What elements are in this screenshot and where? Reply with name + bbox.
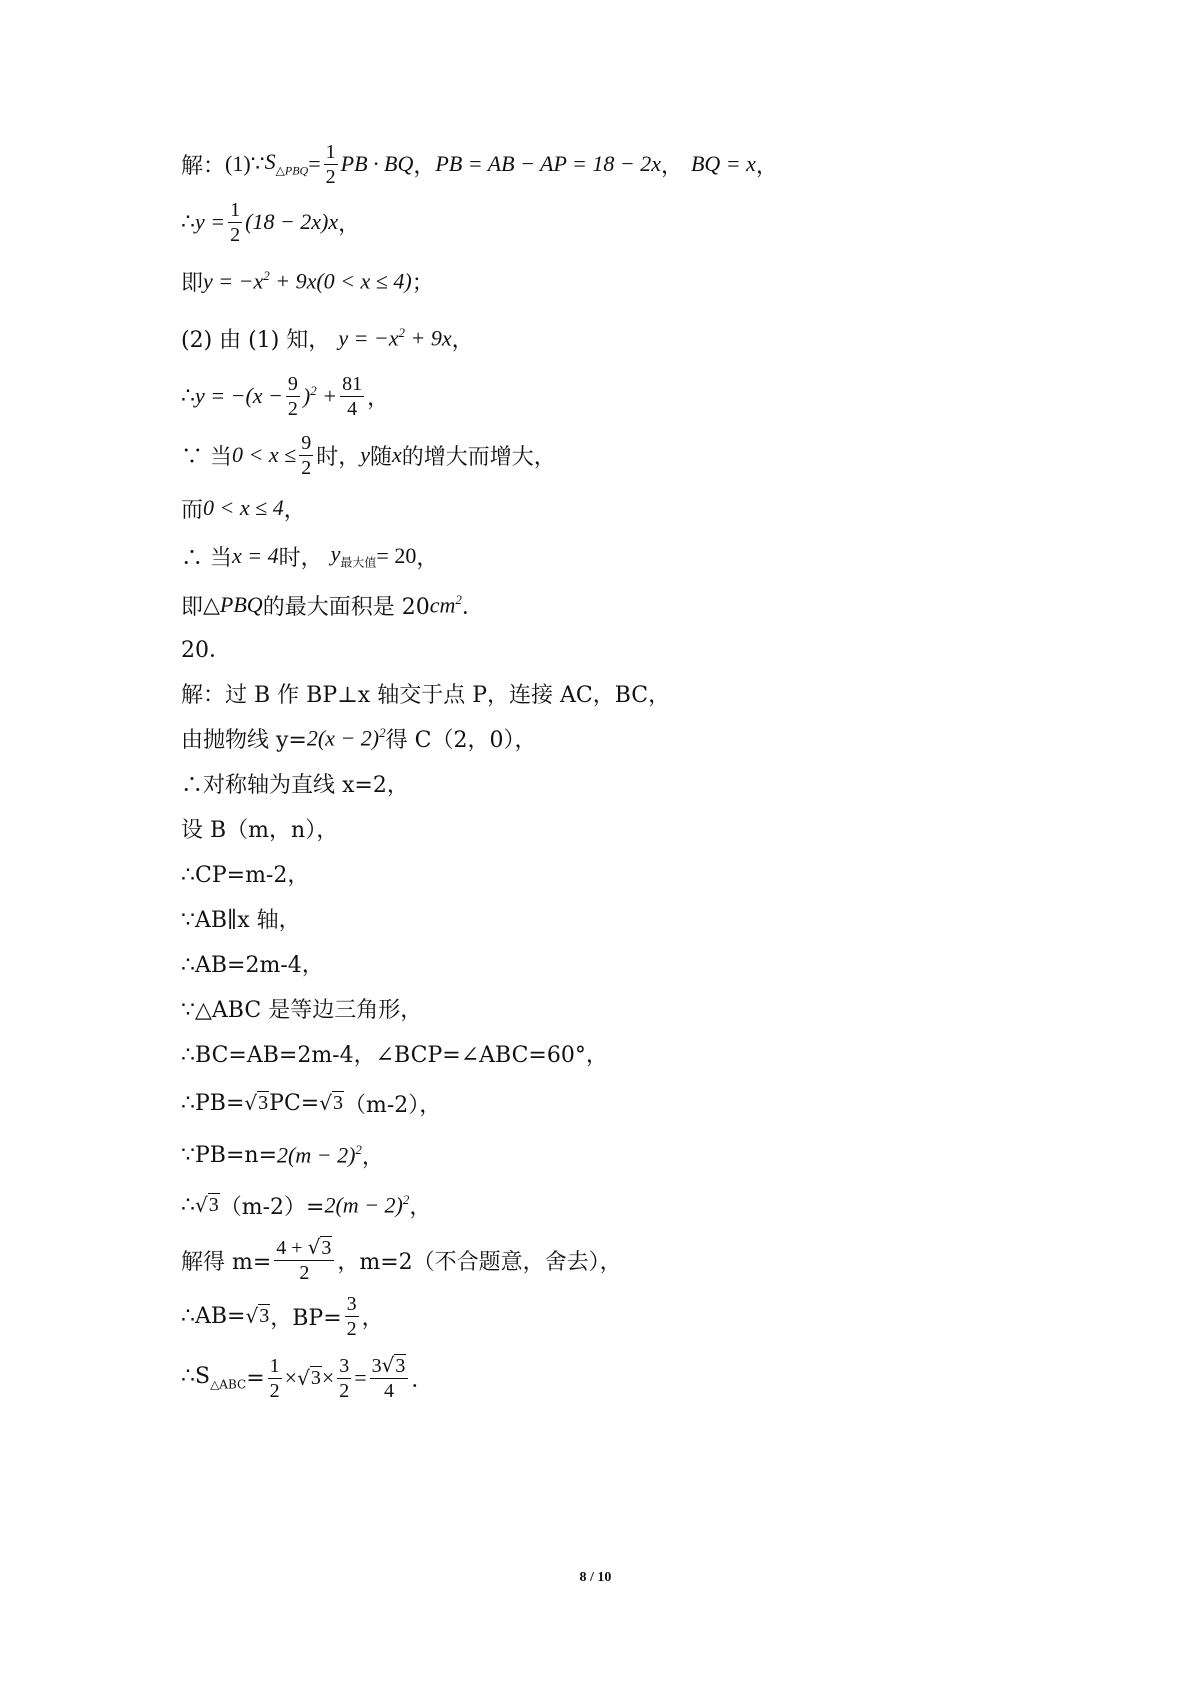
text: )	[302, 383, 311, 409]
subscript: △PBQ	[275, 163, 309, 178]
fraction	[268, 1355, 282, 1402]
radical-sign-icon: √	[319, 1091, 332, 1115]
radicand: 3	[310, 1367, 321, 1389]
text: ∴	[181, 209, 195, 234]
subscript: 最大值	[340, 555, 377, 570]
solution-line-21	[181, 1135, 384, 1175]
text: ，	[755, 153, 778, 179]
text: =	[354, 1365, 367, 1390]
solution-line-15	[181, 853, 309, 893]
radicand: 3	[258, 1092, 269, 1114]
text: ∵△ABC 是等边三角形，	[181, 997, 423, 1023]
text: ∵ 当	[181, 444, 232, 470]
text: ，	[361, 1305, 384, 1331]
text: （m-2），	[343, 1092, 442, 1118]
text: ，	[361, 1144, 384, 1170]
radical-sign-icon: √	[381, 1353, 395, 1377]
solution-line-23	[181, 1235, 622, 1285]
square-root	[382, 1354, 407, 1377]
radical-sign-icon: √	[244, 1091, 258, 1115]
text: 3	[371, 1355, 382, 1377]
text: ×	[284, 1365, 298, 1390]
fraction	[299, 432, 313, 479]
numerator	[274, 1236, 334, 1261]
solution-line-11	[181, 673, 670, 713]
text: ∴	[181, 383, 195, 408]
denominator: 2	[301, 456, 312, 479]
math: PB · BQ	[340, 151, 414, 176]
text: ∴CP=m-2，	[181, 862, 310, 888]
text: 2(m − 2)	[277, 1142, 356, 1168]
radicand: 3	[259, 1305, 270, 1327]
math	[338, 325, 451, 351]
text: 即	[181, 270, 204, 296]
text: ∵PB=n=	[181, 1142, 278, 1168]
solution-line-22	[181, 1185, 431, 1225]
text: 2(x − 2)	[306, 725, 380, 751]
page-number: 8 / 10	[579, 1570, 612, 1585]
text: y = −x	[203, 268, 264, 294]
text: y = −x	[338, 325, 399, 351]
math: △PBQ	[203, 592, 263, 617]
radicand: 3	[395, 1355, 406, 1377]
square-root	[319, 1091, 344, 1115]
superscript: 2	[310, 382, 317, 398]
solution-line-18	[181, 988, 422, 1028]
text: ．	[411, 1367, 434, 1393]
denominator: 4	[347, 397, 358, 420]
math: x	[391, 442, 402, 467]
solution-line-13	[181, 763, 409, 803]
solution-line-14	[181, 808, 338, 848]
numerator	[370, 1354, 409, 1379]
math: y	[360, 442, 370, 467]
text: ∴ 当	[181, 545, 232, 571]
text: 时，	[278, 545, 323, 571]
solution-line-4	[181, 318, 474, 358]
solution-line-3	[181, 261, 434, 301]
denominator: 2	[287, 397, 298, 420]
text	[181, 1364, 246, 1391]
numerator: 3	[339, 1354, 350, 1377]
solution-line-9	[181, 585, 484, 625]
solution-line-8	[181, 536, 438, 576]
text: ∵AB∥x 轴，	[181, 907, 301, 933]
text: ∴BC=AB=2m-4，∠BCP=∠ABC=60°，	[181, 1042, 608, 1068]
text: ，	[413, 153, 436, 179]
solution-line-7	[181, 488, 306, 528]
radicand: 3	[208, 1194, 219, 1216]
numerator: 1	[325, 140, 336, 163]
denominator: 2	[269, 1379, 280, 1402]
fraction	[286, 373, 300, 420]
numerator: 9	[287, 372, 298, 395]
text: cm	[429, 592, 456, 618]
solution-line-17	[181, 943, 324, 983]
text: ，	[367, 385, 390, 411]
text: ×	[321, 1365, 335, 1390]
fraction	[324, 141, 338, 188]
math: y =	[195, 209, 226, 234]
text: 解：过 B 作 BP⊥x 轴交于点 P，连接 AC，BC，	[181, 682, 671, 708]
text: + 9x	[405, 325, 452, 351]
math	[203, 268, 412, 294]
square-root	[246, 1304, 271, 1328]
math	[277, 1142, 362, 1168]
denominator: 2	[325, 165, 336, 188]
solution-line-25	[181, 1353, 433, 1403]
solution-line-24	[181, 1293, 384, 1339]
text: = 20	[376, 543, 417, 568]
numerator: 9	[301, 431, 312, 454]
square-root	[244, 1091, 269, 1115]
text: PC=	[269, 1090, 320, 1116]
text: ；	[411, 270, 434, 296]
math	[430, 592, 462, 618]
text: 即	[181, 594, 204, 620]
math	[324, 1192, 409, 1218]
superscript: 2	[402, 1191, 410, 1207]
math	[307, 725, 386, 751]
text: 设 B（m，n），	[181, 817, 339, 843]
math: x = 4	[232, 543, 279, 568]
numerator: 1	[269, 1354, 280, 1377]
solution-line-5	[181, 372, 390, 420]
square-root	[195, 1193, 220, 1217]
solution-line-16	[181, 898, 301, 938]
numerator: 81	[342, 372, 363, 395]
text: 4 +	[276, 1237, 308, 1259]
math: 0 < x ≤	[232, 442, 297, 467]
fraction	[228, 199, 242, 246]
text: =	[308, 151, 321, 176]
math	[303, 383, 337, 409]
radical-sign-icon: √	[245, 1304, 259, 1328]
text: 的最大面积是 20	[262, 594, 430, 620]
solution-line-6	[181, 431, 556, 479]
radical-sign-icon: √	[307, 1235, 321, 1259]
radicand: 3	[321, 1237, 332, 1259]
text: ，	[409, 1194, 432, 1220]
denominator: 2	[346, 1317, 357, 1340]
text: ∴S	[181, 1364, 211, 1390]
text: ，	[338, 211, 361, 237]
math: BQ = x	[690, 151, 756, 176]
math: PB = AB − AP = 18 − 2x	[435, 151, 661, 176]
solution-line-20	[181, 1083, 441, 1123]
math	[331, 541, 377, 570]
problem-number	[181, 628, 231, 668]
radicand: 3	[332, 1092, 343, 1114]
text: 时，	[316, 444, 361, 470]
solution-line-1	[181, 140, 778, 188]
text: 由抛物线 y=	[181, 727, 307, 753]
text: 解得 m=	[181, 1249, 272, 1275]
numerator: 3	[346, 1292, 357, 1315]
fraction	[370, 1354, 409, 1402]
text: (2) 由 (1) 知，	[181, 327, 331, 353]
text: 2(m − 2)	[324, 1192, 403, 1218]
text: ，	[660, 153, 683, 179]
denominator: 2	[339, 1379, 350, 1402]
math	[265, 149, 309, 178]
fraction	[340, 373, 364, 420]
text: ∴PB=	[181, 1090, 245, 1116]
text: ，	[283, 497, 306, 523]
solution-line-12	[181, 718, 536, 758]
text: 的增大而增大，	[401, 444, 556, 470]
text: （m-2）=	[219, 1194, 325, 1220]
superscript: 2	[398, 324, 406, 340]
text: ，	[416, 545, 439, 571]
text: =	[246, 1365, 265, 1391]
text: 随	[369, 444, 392, 470]
text: +	[316, 383, 338, 409]
square-root	[308, 1236, 333, 1259]
superscript: 2	[455, 591, 462, 607]
superscript: 2	[379, 724, 386, 740]
fraction	[337, 1355, 351, 1402]
radical-sign-icon: √	[297, 1366, 310, 1390]
text: + 9x(0 < x ≤ 4)	[269, 268, 412, 294]
text: ∴	[181, 1192, 195, 1218]
solution-line-2	[181, 198, 361, 246]
math: (18 − 2x)x	[245, 209, 339, 234]
denominator: 2	[299, 1262, 310, 1284]
text: ∴AB=2m-4，	[181, 952, 324, 978]
math: 0 < x ≤ 4	[203, 495, 284, 520]
text: (1)∵	[225, 151, 265, 176]
solution-line-19	[181, 1033, 608, 1073]
text: ∴AB=	[181, 1303, 246, 1329]
superscript: 2	[263, 267, 270, 283]
radical-sign-icon: √	[195, 1193, 208, 1217]
denominator: 2	[230, 223, 241, 246]
text: ，BP=	[270, 1305, 342, 1331]
text: 而	[181, 497, 204, 523]
text: 得 C（2，0），	[385, 727, 537, 753]
numerator: 1	[230, 198, 241, 221]
text: S	[264, 149, 276, 175]
text: y	[330, 541, 341, 567]
text: ∴对称轴为直线 x=2，	[181, 772, 409, 798]
fraction	[345, 1293, 359, 1340]
superscript: 2	[355, 1141, 362, 1157]
text: 20．	[181, 637, 231, 663]
text: ，m=2（不合题意，舍去），	[337, 1249, 622, 1275]
denominator: 4	[384, 1380, 395, 1402]
text: 解：	[181, 153, 226, 179]
subscript: △ABC	[210, 1377, 247, 1392]
square-root	[297, 1366, 322, 1390]
math: y = −(x −	[195, 383, 283, 408]
text: ．	[461, 594, 484, 620]
fraction	[274, 1236, 334, 1284]
text: ，	[451, 327, 474, 353]
